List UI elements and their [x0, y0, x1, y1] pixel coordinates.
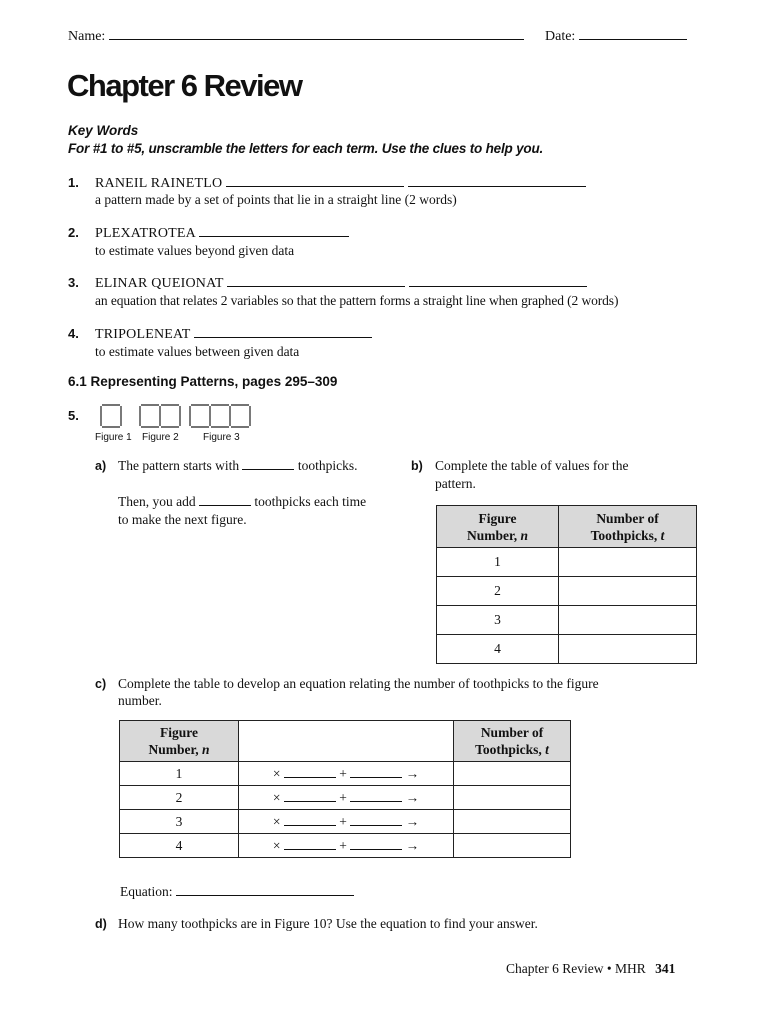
part-label: c) — [95, 677, 107, 691]
blank-line[interactable] — [350, 838, 402, 850]
unscramble-item-1 — [95, 174, 586, 192]
figure-number-cell: 4 — [120, 834, 239, 858]
expression-cell — [239, 762, 454, 786]
table-row — [437, 635, 697, 664]
header-text: Figure — [478, 510, 517, 526]
header-text: Number, — [466, 527, 518, 543]
variable-t: t — [660, 527, 665, 543]
expression-cell — [239, 810, 454, 834]
table-row — [120, 834, 571, 858]
unscramble-item-2 — [95, 224, 349, 242]
expression-cell — [239, 834, 454, 858]
arrow-icon: → — [405, 837, 420, 853]
header-text: Figure — [160, 725, 198, 740]
figure-number-cell: 3 — [437, 606, 559, 635]
figure-number-cell: 2 — [120, 786, 239, 810]
answer-cell[interactable] — [454, 786, 571, 810]
figure-1-squares — [101, 405, 121, 427]
figure-number-cell: 1 — [120, 762, 239, 786]
variable-t: t — [545, 742, 549, 757]
part-a-line-2 — [118, 494, 366, 510]
arrow-icon: → — [405, 789, 420, 805]
times-sign: × — [272, 765, 281, 781]
figure-label: Figure 1 — [95, 432, 132, 443]
footer-chapter: Chapter 6 Review — [506, 961, 604, 976]
answer-line[interactable] — [226, 174, 404, 187]
blank-line[interactable] — [350, 790, 402, 802]
blank-line[interactable] — [199, 494, 251, 506]
column-header-figure-number — [120, 721, 239, 762]
unscramble-item-3 — [95, 274, 587, 292]
answer-cell[interactable] — [454, 810, 571, 834]
table-row — [437, 548, 697, 577]
unscramble-item-4 — [95, 325, 372, 343]
table-row — [120, 810, 571, 834]
figure-2-squares — [140, 405, 180, 427]
blank-line[interactable] — [284, 790, 336, 802]
name-field-row — [68, 27, 524, 45]
plus-sign: + — [339, 765, 347, 781]
part-label: d) — [95, 917, 107, 931]
column-header-toothpicks — [454, 721, 571, 762]
blank-line[interactable] — [284, 838, 336, 850]
times-sign: × — [272, 837, 281, 853]
plus-sign: + — [339, 813, 347, 829]
part-a-text: Then, you add — [118, 494, 196, 509]
question-number: 5. — [68, 408, 79, 423]
part-a-line-1 — [118, 458, 357, 474]
blank-line[interactable] — [284, 814, 336, 826]
section-heading: 6.1 Representing Patterns, pages 295–309 — [68, 374, 338, 389]
table-row — [437, 606, 697, 635]
part-c-text: number. — [118, 693, 162, 708]
part-b-text: pattern. — [435, 476, 476, 491]
page-footer — [506, 961, 675, 977]
column-header-blank — [239, 721, 454, 762]
column-header-toothpicks — [559, 506, 697, 548]
key-words-instruction: For #1 to #5, unscramble the letters for each term. Use the clues to help you. — [68, 141, 544, 156]
answer-cell[interactable] — [559, 606, 697, 635]
figure-number-cell: 1 — [437, 548, 559, 577]
header-text: Toothpicks, — [590, 527, 658, 543]
column-header-figure-number — [437, 506, 559, 548]
arrow-icon: → — [405, 765, 420, 781]
clue-text: to estimate values beyond given data — [95, 243, 295, 258]
item-number: 2. — [68, 225, 79, 240]
key-words-heading: Key Words — [68, 123, 139, 138]
figure-label: Figure 2 — [142, 432, 179, 443]
equation-table-c — [119, 720, 571, 858]
toothpick-figures — [96, 402, 256, 432]
item-number: 4. — [68, 326, 79, 341]
equation-row — [120, 883, 354, 900]
figure-number-cell: 3 — [120, 810, 239, 834]
part-a-text: The pattern starts with — [118, 458, 240, 473]
times-sign: × — [272, 813, 281, 829]
scrambled-term: ELINAR QUEIONAT — [95, 276, 224, 291]
answer-cell[interactable] — [454, 834, 571, 858]
part-b-text: Complete the table of values for the — [435, 458, 629, 473]
answer-line[interactable] — [409, 274, 587, 287]
arrow-icon: → — [405, 813, 420, 829]
header-text: Number of — [480, 725, 544, 740]
header-text: Number of — [596, 510, 659, 526]
answer-cell[interactable] — [559, 635, 697, 664]
part-label: a) — [95, 459, 107, 473]
part-a-line-3: to make the next figure. — [118, 512, 247, 527]
scrambled-term: PLEXATROTEA — [95, 226, 196, 241]
figure-label: Figure 3 — [203, 432, 240, 443]
clue-text: a pattern made by a set of points that lie in a straight line (2 words) — [95, 192, 457, 207]
answer-cell[interactable] — [559, 548, 697, 577]
figure-3-squares — [190, 405, 250, 427]
name-label: Name: — [68, 29, 106, 44]
expression-cell — [239, 786, 454, 810]
table-of-values-b — [436, 505, 697, 664]
table-row — [437, 577, 697, 606]
figure-number-cell: 4 — [437, 635, 559, 664]
item-number: 1. — [68, 175, 79, 190]
plus-sign: + — [339, 789, 347, 805]
figure-number-cell: 2 — [437, 577, 559, 606]
clue-text: to estimate values between given data — [95, 344, 300, 359]
scrambled-term: TRIPOLENEAT — [95, 327, 191, 342]
blank-line[interactable] — [242, 458, 294, 470]
answer-line[interactable] — [227, 274, 405, 287]
blank-line[interactable] — [350, 814, 402, 826]
answer-cell[interactable] — [454, 762, 571, 786]
header-text: Number, — [148, 742, 199, 757]
header-text: Toothpicks, — [475, 742, 542, 757]
date-label: Date: — [545, 29, 576, 44]
blank-line[interactable] — [350, 766, 402, 778]
variable-n: n — [520, 527, 529, 543]
item-number: 3. — [68, 275, 79, 290]
part-a-text: toothpicks each time — [254, 494, 367, 509]
part-a-text: toothpicks. — [297, 458, 358, 473]
page-number: 341 — [655, 961, 676, 976]
times-sign: × — [272, 789, 281, 805]
table-row — [120, 786, 571, 810]
part-c-text: Complete the table to develop an equation relating the number of toothpicks to the figure — [118, 676, 599, 691]
blank-line[interactable] — [284, 766, 336, 778]
plus-sign: + — [339, 837, 347, 853]
answer-cell[interactable] — [559, 577, 697, 606]
date-field-row — [545, 27, 687, 45]
footer-bullet: • — [606, 961, 612, 976]
answer-line[interactable] — [194, 325, 372, 338]
name-input-line[interactable] — [109, 27, 524, 40]
equation-label: Equation: — [120, 884, 173, 899]
page-title: Chapter 6 Review — [67, 68, 302, 103]
part-d-text: How many toothpicks are in Figure 10? Use the equation to find your answer. — [118, 916, 538, 931]
answer-line[interactable] — [199, 224, 349, 237]
equation-answer-line[interactable] — [176, 883, 354, 896]
table-row — [120, 762, 571, 786]
clue-text: an equation that relates 2 variables so that the pattern forms a straight line when graphed (2 words) — [95, 293, 619, 308]
scrambled-term: RANEIL RAINETLO — [95, 176, 223, 191]
answer-line[interactable] — [408, 174, 586, 187]
variable-n: n — [202, 742, 210, 757]
date-input-line[interactable] — [579, 27, 687, 40]
part-label: b) — [411, 459, 423, 473]
footer-publisher: MHR — [614, 961, 646, 976]
